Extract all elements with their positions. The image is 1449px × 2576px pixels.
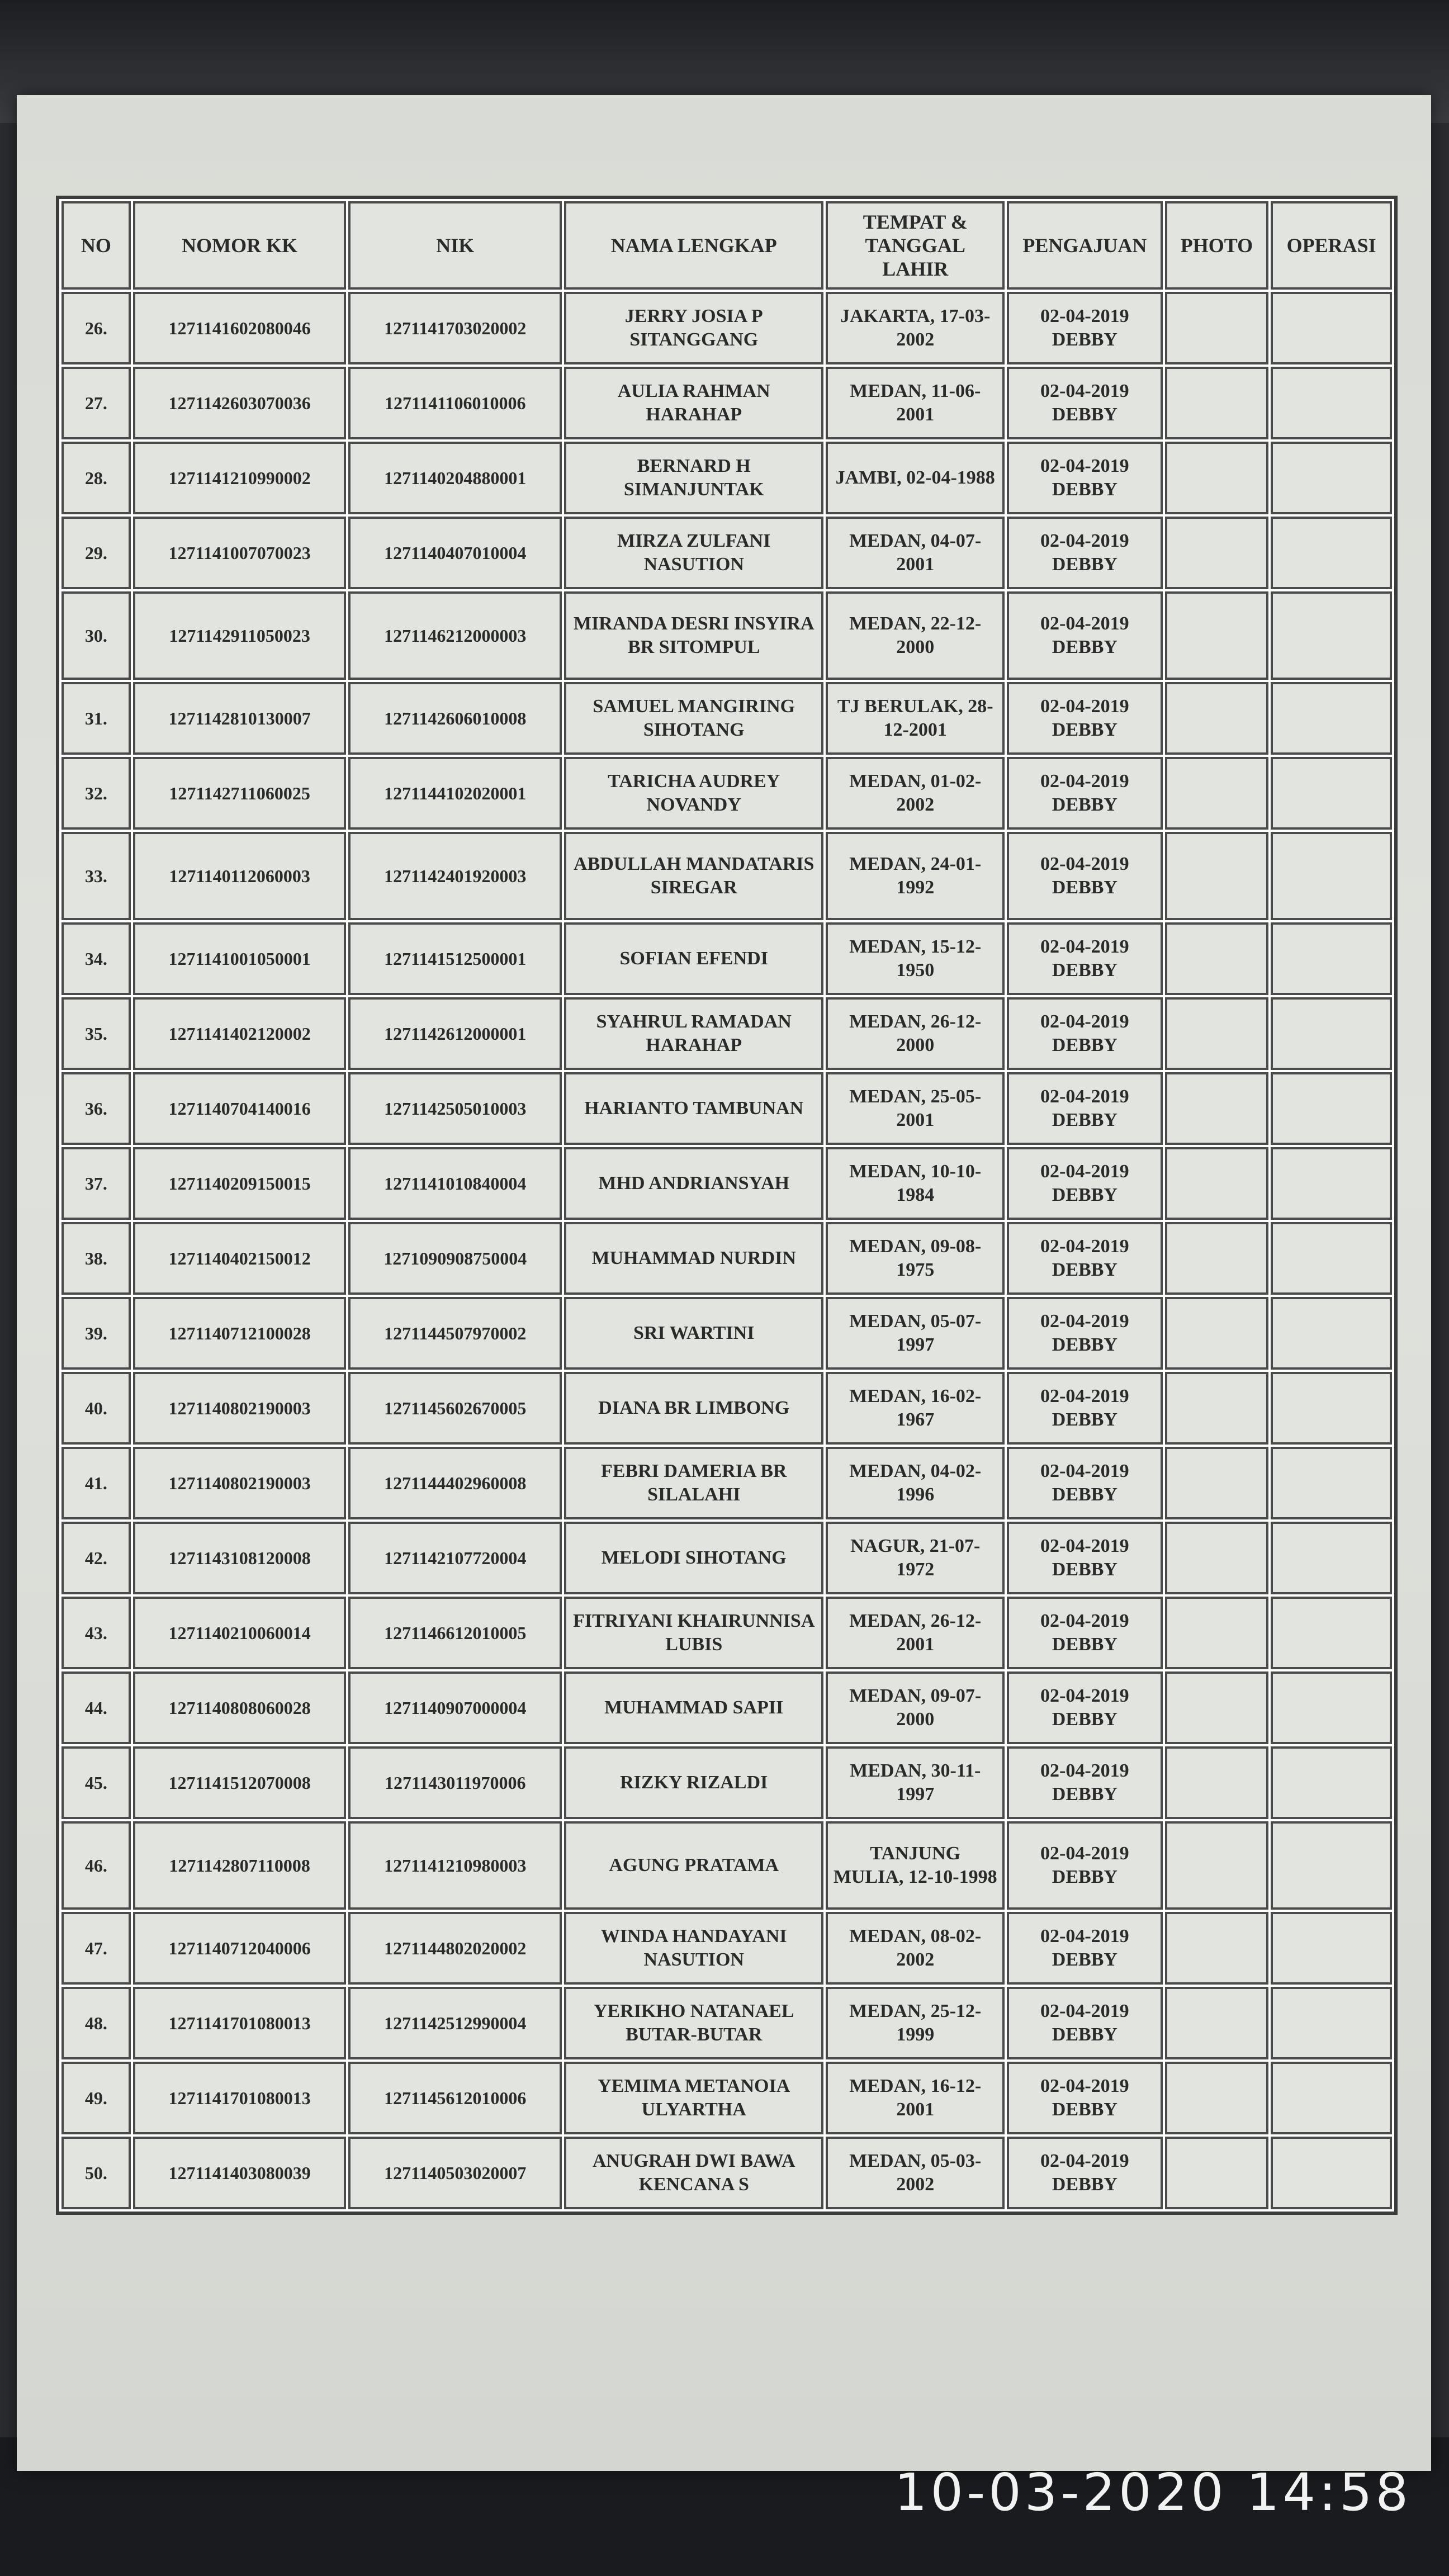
row-photo (1165, 1987, 1269, 2059)
pengajuan-date: 02-04-2019 (1040, 2151, 1129, 2171)
row-tempat-tanggal-lahir: MEDAN, 26-12-2001 (826, 1597, 1005, 1669)
pengajuan-date: 02-04-2019 (1040, 854, 1129, 874)
row-tempat-tanggal-lahir: JAKARTA, 17-03-2002 (826, 292, 1005, 364)
row-nomor-kk: 1271141402120002 (133, 997, 347, 1070)
row-no: 30. (61, 591, 131, 680)
photo-timestamp: 10-03-2020 14:58 (894, 2463, 1412, 2522)
table-row (61, 1987, 1392, 2059)
pengajuan-officer: DEBBY (1052, 794, 1117, 815)
row-no: 49. (61, 2062, 131, 2134)
row-nama-lengkap: SOFIAN EFENDI (564, 922, 823, 995)
row-operasi (1271, 1821, 1392, 1910)
pengajuan-date: 02-04-2019 (1040, 531, 1129, 551)
row-nik: 1271144102020001 (348, 757, 562, 830)
pengajuan-date: 02-04-2019 (1040, 381, 1129, 401)
row-pengajuan (1007, 1222, 1163, 1295)
table-row (61, 2137, 1392, 2209)
row-tempat-tanggal-lahir: MEDAN, 04-02-1996 (826, 1447, 1005, 1519)
row-pengajuan (1007, 1912, 1163, 1985)
row-tempat-tanggal-lahir: MEDAN, 24-01-1992 (826, 832, 1005, 920)
row-photo (1165, 367, 1269, 439)
row-pengajuan (1007, 1147, 1163, 1220)
row-tempat-tanggal-lahir: MEDAN, 16-12-2001 (826, 2062, 1005, 2134)
row-pengajuan (1007, 442, 1163, 514)
row-operasi (1271, 1297, 1392, 1370)
row-nama-lengkap: SYAHRUL RAMADAN HARAHAP (564, 997, 823, 1070)
row-nama-lengkap: TARICHA AUDREY NOVANDY (564, 757, 823, 830)
table-row (61, 1522, 1392, 1594)
row-photo (1165, 832, 1269, 920)
row-nik: 1271145612010006 (348, 2062, 562, 2134)
row-tempat-tanggal-lahir: MEDAN, 09-07-2000 (826, 1671, 1005, 1744)
row-nomor-kk: 1271140712040006 (133, 1912, 347, 1985)
row-nama-lengkap: AGUNG PRATAMA (564, 1821, 823, 1910)
row-nama-lengkap: FEBRI DAMERIA BR SILALAHI (564, 1447, 823, 1519)
row-nomor-kk: 1271140712100028 (133, 1297, 347, 1370)
row-nik: 1271144507970002 (348, 1297, 562, 1370)
row-nomor-kk: 1271140209150015 (133, 1147, 347, 1220)
row-no: 48. (61, 1987, 131, 2059)
row-tempat-tanggal-lahir: TANJUNG MULIA, 12-10-1998 (826, 1821, 1005, 1910)
row-nomor-kk: 1271142711060025 (133, 757, 347, 830)
table-row (61, 1147, 1392, 1220)
pengajuan-officer: DEBBY (1052, 1334, 1117, 1355)
row-nama-lengkap: DIANA BR LIMBONG (564, 1372, 823, 1445)
row-photo (1165, 1447, 1269, 1519)
row-nama-lengkap: MIRZA ZULFANI NASUTION (564, 517, 823, 589)
row-nama-lengkap: MELODI SIHOTANG (564, 1522, 823, 1594)
row-nik: 1271141512500001 (348, 922, 562, 995)
row-pengajuan (1007, 997, 1163, 1070)
row-tempat-tanggal-lahir: MEDAN, 11-06-2001 (826, 367, 1005, 439)
row-nik: 1271141106010006 (348, 367, 562, 439)
header-operasi: OPERASI (1271, 201, 1392, 290)
row-tempat-tanggal-lahir: MEDAN, 25-12-1999 (826, 1987, 1005, 2059)
table-row (61, 757, 1392, 830)
table-row (61, 1072, 1392, 1145)
row-no: 41. (61, 1447, 131, 1519)
row-no: 27. (61, 367, 131, 439)
row-no: 40. (61, 1372, 131, 1445)
row-photo (1165, 1147, 1269, 1220)
pengajuan-date: 02-04-2019 (1040, 1311, 1129, 1332)
row-tempat-tanggal-lahir: TJ BERULAK, 28-12-2001 (826, 682, 1005, 755)
table-row (61, 1372, 1392, 1445)
header-nama-lengkap: NAMA LENGKAP (564, 201, 823, 290)
pengajuan-officer: DEBBY (1052, 2099, 1117, 2120)
row-nik: 1271146212000003 (348, 591, 562, 680)
row-no: 29. (61, 517, 131, 589)
row-operasi (1271, 1372, 1392, 1445)
pengajuan-officer: DEBBY (1052, 1185, 1117, 1205)
row-nama-lengkap: RIZKY RIZALDI (564, 1746, 823, 1819)
row-pengajuan (1007, 922, 1163, 995)
pengajuan-officer: DEBBY (1052, 1035, 1117, 1055)
row-photo (1165, 1522, 1269, 1594)
row-nik: 1271141010840004 (348, 1147, 562, 1220)
table-row (61, 1821, 1392, 1910)
row-nomor-kk: 1271142911050023 (133, 591, 347, 680)
row-nama-lengkap: SRI WARTINI (564, 1297, 823, 1370)
row-nama-lengkap: YEMIMA METANOIA ULYARTHA (564, 2062, 823, 2134)
row-operasi (1271, 832, 1392, 920)
pengajuan-date: 02-04-2019 (1040, 1843, 1129, 1864)
row-nik: 1271143011970006 (348, 1746, 562, 1819)
row-nik: 1271090908750004 (348, 1222, 562, 1295)
row-nik: 1271140407010004 (348, 517, 562, 589)
row-operasi (1271, 2062, 1392, 2134)
pengajuan-date: 02-04-2019 (1040, 1536, 1129, 1556)
pengajuan-date: 02-04-2019 (1040, 1236, 1129, 1257)
row-operasi (1271, 591, 1392, 680)
row-tempat-tanggal-lahir: MEDAN, 15-12-1950 (826, 922, 1005, 995)
table-row (61, 1671, 1392, 1744)
pengajuan-date: 02-04-2019 (1040, 696, 1129, 717)
row-nama-lengkap: MUHAMMAD NURDIN (564, 1222, 823, 1295)
row-operasi (1271, 1072, 1392, 1145)
row-nik: 1271140907000004 (348, 1671, 562, 1744)
row-operasi (1271, 922, 1392, 995)
row-operasi (1271, 997, 1392, 1070)
row-operasi (1271, 1597, 1392, 1669)
pengajuan-officer: DEBBY (1052, 554, 1117, 575)
row-nama-lengkap: JERRY JOSIA P SITANGGANG (564, 292, 823, 364)
table-row (61, 997, 1392, 1070)
row-nik: 1271142505010003 (348, 1072, 562, 1145)
row-tempat-tanggal-lahir: MEDAN, 30-11-1997 (826, 1746, 1005, 1819)
row-nomor-kk: 1271140402150012 (133, 1222, 347, 1295)
header-tempat-tanggal-lahir: TEMPAT & TANGGAL LAHIR (826, 201, 1005, 290)
row-nik: 1271146612010005 (348, 1597, 562, 1669)
row-nama-lengkap: BERNARD H SIMANJUNTAK (564, 442, 823, 514)
row-no: 36. (61, 1072, 131, 1145)
row-nik: 1271145602670005 (348, 1372, 562, 1445)
pengajuan-officer: DEBBY (1052, 1559, 1117, 1580)
row-tempat-tanggal-lahir: MEDAN, 22-12-2000 (826, 591, 1005, 680)
table-row (61, 442, 1392, 514)
row-operasi (1271, 1987, 1392, 2059)
row-nomor-kk: 1271140802190003 (133, 1372, 347, 1445)
pengajuan-officer: DEBBY (1052, 329, 1117, 350)
row-nomor-kk: 1271141210990002 (133, 442, 347, 514)
row-nomor-kk: 1271141001050001 (133, 922, 347, 995)
pengajuan-officer: DEBBY (1052, 1867, 1117, 1887)
pengajuan-date: 02-04-2019 (1040, 1611, 1129, 1631)
row-no: 42. (61, 1522, 131, 1594)
row-tempat-tanggal-lahir: MEDAN, 01-02-2002 (826, 757, 1005, 830)
row-pengajuan (1007, 591, 1163, 680)
row-nama-lengkap: WINDA HANDAYANI NASUTION (564, 1912, 823, 1985)
row-tempat-tanggal-lahir: JAMBI, 02-04-1988 (826, 442, 1005, 514)
table-row (61, 922, 1392, 995)
row-tempat-tanggal-lahir: MEDAN, 25-05-2001 (826, 1072, 1005, 1145)
row-no: 28. (61, 442, 131, 514)
pengajuan-officer: DEBBY (1052, 1409, 1117, 1430)
row-photo (1165, 1746, 1269, 1819)
row-tempat-tanggal-lahir: NAGUR, 21-07-1972 (826, 1522, 1005, 1594)
row-nama-lengkap: YERIKHO NATANAEL BUTAR-BUTAR (564, 1987, 823, 2059)
row-no: 38. (61, 1222, 131, 1295)
row-nomor-kk: 1271142603070036 (133, 367, 347, 439)
pengajuan-officer: DEBBY (1052, 2024, 1117, 2045)
pengajuan-officer: DEBBY (1052, 1784, 1117, 1805)
row-pengajuan (1007, 1072, 1163, 1145)
row-no: 39. (61, 1297, 131, 1370)
row-no: 31. (61, 682, 131, 755)
row-photo (1165, 517, 1269, 589)
row-operasi (1271, 1222, 1392, 1295)
row-photo (1165, 1912, 1269, 1985)
pengajuan-officer: DEBBY (1052, 1110, 1117, 1130)
row-photo (1165, 1597, 1269, 1669)
table-row (61, 682, 1392, 755)
row-operasi (1271, 292, 1392, 364)
pengajuan-officer: DEBBY (1052, 1949, 1117, 1970)
row-photo (1165, 2137, 1269, 2209)
pengajuan-date: 02-04-2019 (1040, 2076, 1129, 2096)
pengajuan-date: 02-04-2019 (1040, 1086, 1129, 1107)
pengajuan-date: 02-04-2019 (1040, 1011, 1129, 1032)
table-row (61, 1746, 1392, 1819)
table-row (61, 1222, 1392, 1295)
row-nik: 1271144802020002 (348, 1912, 562, 1985)
pengajuan-officer: DEBBY (1052, 1709, 1117, 1730)
row-no: 45. (61, 1746, 131, 1819)
row-no: 35. (61, 997, 131, 1070)
row-pengajuan (1007, 682, 1163, 755)
row-photo (1165, 591, 1269, 680)
row-pengajuan (1007, 1746, 1163, 1819)
row-pengajuan (1007, 1821, 1163, 1910)
row-photo (1165, 292, 1269, 364)
header-pengajuan: PENGAJUAN (1007, 201, 1163, 290)
row-pengajuan (1007, 1372, 1163, 1445)
row-nomor-kk: 1271142807110008 (133, 1821, 347, 1910)
table-row (61, 1597, 1392, 1669)
table-row (61, 832, 1392, 920)
row-photo (1165, 757, 1269, 830)
row-nama-lengkap: MHD ANDRIANSYAH (564, 1147, 823, 1220)
row-tempat-tanggal-lahir: MEDAN, 05-07-1997 (826, 1297, 1005, 1370)
row-operasi (1271, 367, 1392, 439)
table-body (61, 292, 1392, 2209)
pengajuan-officer: DEBBY (1052, 2174, 1117, 2195)
row-tempat-tanggal-lahir: MEDAN, 05-03-2002 (826, 2137, 1005, 2209)
row-photo (1165, 922, 1269, 995)
row-operasi (1271, 1522, 1392, 1594)
data-table (56, 196, 1398, 2215)
row-photo (1165, 2062, 1269, 2134)
row-pengajuan (1007, 1671, 1163, 1744)
row-nomor-kk: 1271140808060028 (133, 1671, 347, 1744)
row-nik: 1271141210980003 (348, 1821, 562, 1910)
row-photo (1165, 1222, 1269, 1295)
row-nomor-kk: 1271141007070023 (133, 517, 347, 589)
pengajuan-date: 02-04-2019 (1040, 1685, 1129, 1706)
table-row (61, 1297, 1392, 1370)
pengajuan-date: 02-04-2019 (1040, 1461, 1129, 1481)
pengajuan-officer: DEBBY (1052, 877, 1117, 898)
row-operasi (1271, 1746, 1392, 1819)
pengajuan-officer: DEBBY (1052, 960, 1117, 981)
row-nama-lengkap: ANUGRAH DWI BAWA KENCANA S (564, 2137, 823, 2209)
row-nama-lengkap: SAMUEL MANGIRING SIHOTANG (564, 682, 823, 755)
row-nik: 1271141703020002 (348, 292, 562, 364)
row-nomor-kk: 1271141701080013 (133, 1987, 347, 2059)
pengajuan-officer: DEBBY (1052, 637, 1117, 657)
row-tempat-tanggal-lahir: MEDAN, 10-10-1984 (826, 1147, 1005, 1220)
pengajuan-officer: DEBBY (1052, 1634, 1117, 1655)
row-pengajuan (1007, 367, 1163, 439)
row-nomor-kk: 1271141701080013 (133, 2062, 347, 2134)
row-pengajuan (1007, 1522, 1163, 1594)
row-pengajuan (1007, 757, 1163, 830)
table-row (61, 292, 1392, 364)
row-operasi (1271, 1447, 1392, 1519)
row-no: 44. (61, 1671, 131, 1744)
pengajuan-date: 02-04-2019 (1040, 1161, 1129, 1182)
pengajuan-date: 02-04-2019 (1040, 456, 1129, 476)
pengajuan-officer: DEBBY (1052, 404, 1117, 425)
table-row (61, 517, 1392, 589)
table-row (61, 1912, 1392, 1985)
pengajuan-date: 02-04-2019 (1040, 613, 1129, 634)
row-photo (1165, 1671, 1269, 1744)
row-no: 50. (61, 2137, 131, 2209)
row-no: 32. (61, 757, 131, 830)
row-no: 26. (61, 292, 131, 364)
row-operasi (1271, 757, 1392, 830)
row-operasi (1271, 517, 1392, 589)
row-pengajuan (1007, 517, 1163, 589)
pengajuan-officer: DEBBY (1052, 479, 1117, 500)
row-tempat-tanggal-lahir: MEDAN, 08-02-2002 (826, 1912, 1005, 1985)
row-nik: 1271142107720004 (348, 1522, 562, 1594)
row-nik: 1271140503020007 (348, 2137, 562, 2209)
row-nama-lengkap: ABDULLAH MANDATARIS SIREGAR (564, 832, 823, 920)
row-tempat-tanggal-lahir: MEDAN, 04-07-2001 (826, 517, 1005, 589)
pengajuan-officer: DEBBY (1052, 1259, 1117, 1280)
pengajuan-officer: DEBBY (1052, 1484, 1117, 1505)
row-nama-lengkap: FITRIYANI KHAIRUNNISA LUBIS (564, 1597, 823, 1669)
row-photo (1165, 1297, 1269, 1370)
row-nomor-kk: 1271140210060014 (133, 1597, 347, 1669)
pengajuan-date: 02-04-2019 (1040, 2001, 1129, 2021)
row-nik: 1271142512990004 (348, 1987, 562, 2059)
row-tempat-tanggal-lahir: MEDAN, 09-08-1975 (826, 1222, 1005, 1295)
row-nik: 1271142401920003 (348, 832, 562, 920)
row-photo (1165, 1072, 1269, 1145)
row-pengajuan (1007, 832, 1163, 920)
header-photo: PHOTO (1165, 201, 1269, 290)
pengajuan-date: 02-04-2019 (1040, 771, 1129, 792)
pengajuan-date: 02-04-2019 (1040, 936, 1129, 957)
row-no: 43. (61, 1597, 131, 1669)
row-nomor-kk: 1271141602080046 (133, 292, 347, 364)
table-header-row (61, 201, 1392, 290)
row-nama-lengkap: MUHAMMAD SAPII (564, 1671, 823, 1744)
row-operasi (1271, 1912, 1392, 1985)
row-pengajuan (1007, 1987, 1163, 2059)
row-no: 46. (61, 1821, 131, 1910)
row-pengajuan (1007, 2062, 1163, 2134)
row-nama-lengkap: AULIA RAHMAN HARAHAP (564, 367, 823, 439)
pengajuan-date: 02-04-2019 (1040, 1926, 1129, 1947)
row-photo (1165, 442, 1269, 514)
row-no: 37. (61, 1147, 131, 1220)
paper-sheet (17, 95, 1431, 2471)
pengajuan-officer: DEBBY (1052, 719, 1117, 740)
row-tempat-tanggal-lahir: MEDAN, 26-12-2000 (826, 997, 1005, 1070)
row-nomor-kk: 1271141512070008 (133, 1746, 347, 1819)
row-tempat-tanggal-lahir: MEDAN, 16-02-1967 (826, 1372, 1005, 1445)
table-row (61, 591, 1392, 680)
row-photo (1165, 997, 1269, 1070)
row-operasi (1271, 442, 1392, 514)
row-nik: 1271140204880001 (348, 442, 562, 514)
pengajuan-date: 02-04-2019 (1040, 306, 1129, 326)
row-nomor-kk: 1271140802190003 (133, 1447, 347, 1519)
row-no: 34. (61, 922, 131, 995)
row-no: 33. (61, 832, 131, 920)
row-nik: 1271142612000001 (348, 997, 562, 1070)
row-nomor-kk: 1271142810130007 (133, 682, 347, 755)
row-operasi (1271, 682, 1392, 755)
row-operasi (1271, 1147, 1392, 1220)
table-row (61, 2062, 1392, 2134)
header-nomor-kk: NOMOR KK (133, 201, 347, 290)
header-nik: NIK (348, 201, 562, 290)
pengajuan-date: 02-04-2019 (1040, 1386, 1129, 1407)
row-operasi (1271, 2137, 1392, 2209)
table-row (61, 1447, 1392, 1519)
row-pengajuan (1007, 1447, 1163, 1519)
table-row (61, 367, 1392, 439)
header-no: NO (61, 201, 131, 290)
row-photo (1165, 1821, 1269, 1910)
row-photo (1165, 682, 1269, 755)
row-operasi (1271, 1671, 1392, 1744)
row-nama-lengkap: HARIANTO TAMBUNAN (564, 1072, 823, 1145)
row-nomor-kk: 1271140704140016 (133, 1072, 347, 1145)
row-pengajuan (1007, 2137, 1163, 2209)
row-nama-lengkap: MIRANDA DESRI INSYIRA BR SITOMPUL (564, 591, 823, 680)
row-nomor-kk: 1271143108120008 (133, 1522, 347, 1594)
row-nomor-kk: 1271141403080039 (133, 2137, 347, 2209)
row-pengajuan (1007, 292, 1163, 364)
row-nik: 1271144402960008 (348, 1447, 562, 1519)
row-photo (1165, 1372, 1269, 1445)
row-nik: 1271142606010008 (348, 682, 562, 755)
pengajuan-date: 02-04-2019 (1040, 1760, 1129, 1781)
row-pengajuan (1007, 1597, 1163, 1669)
row-nomor-kk: 1271140112060003 (133, 832, 347, 920)
row-no: 47. (61, 1912, 131, 1985)
row-pengajuan (1007, 1297, 1163, 1370)
